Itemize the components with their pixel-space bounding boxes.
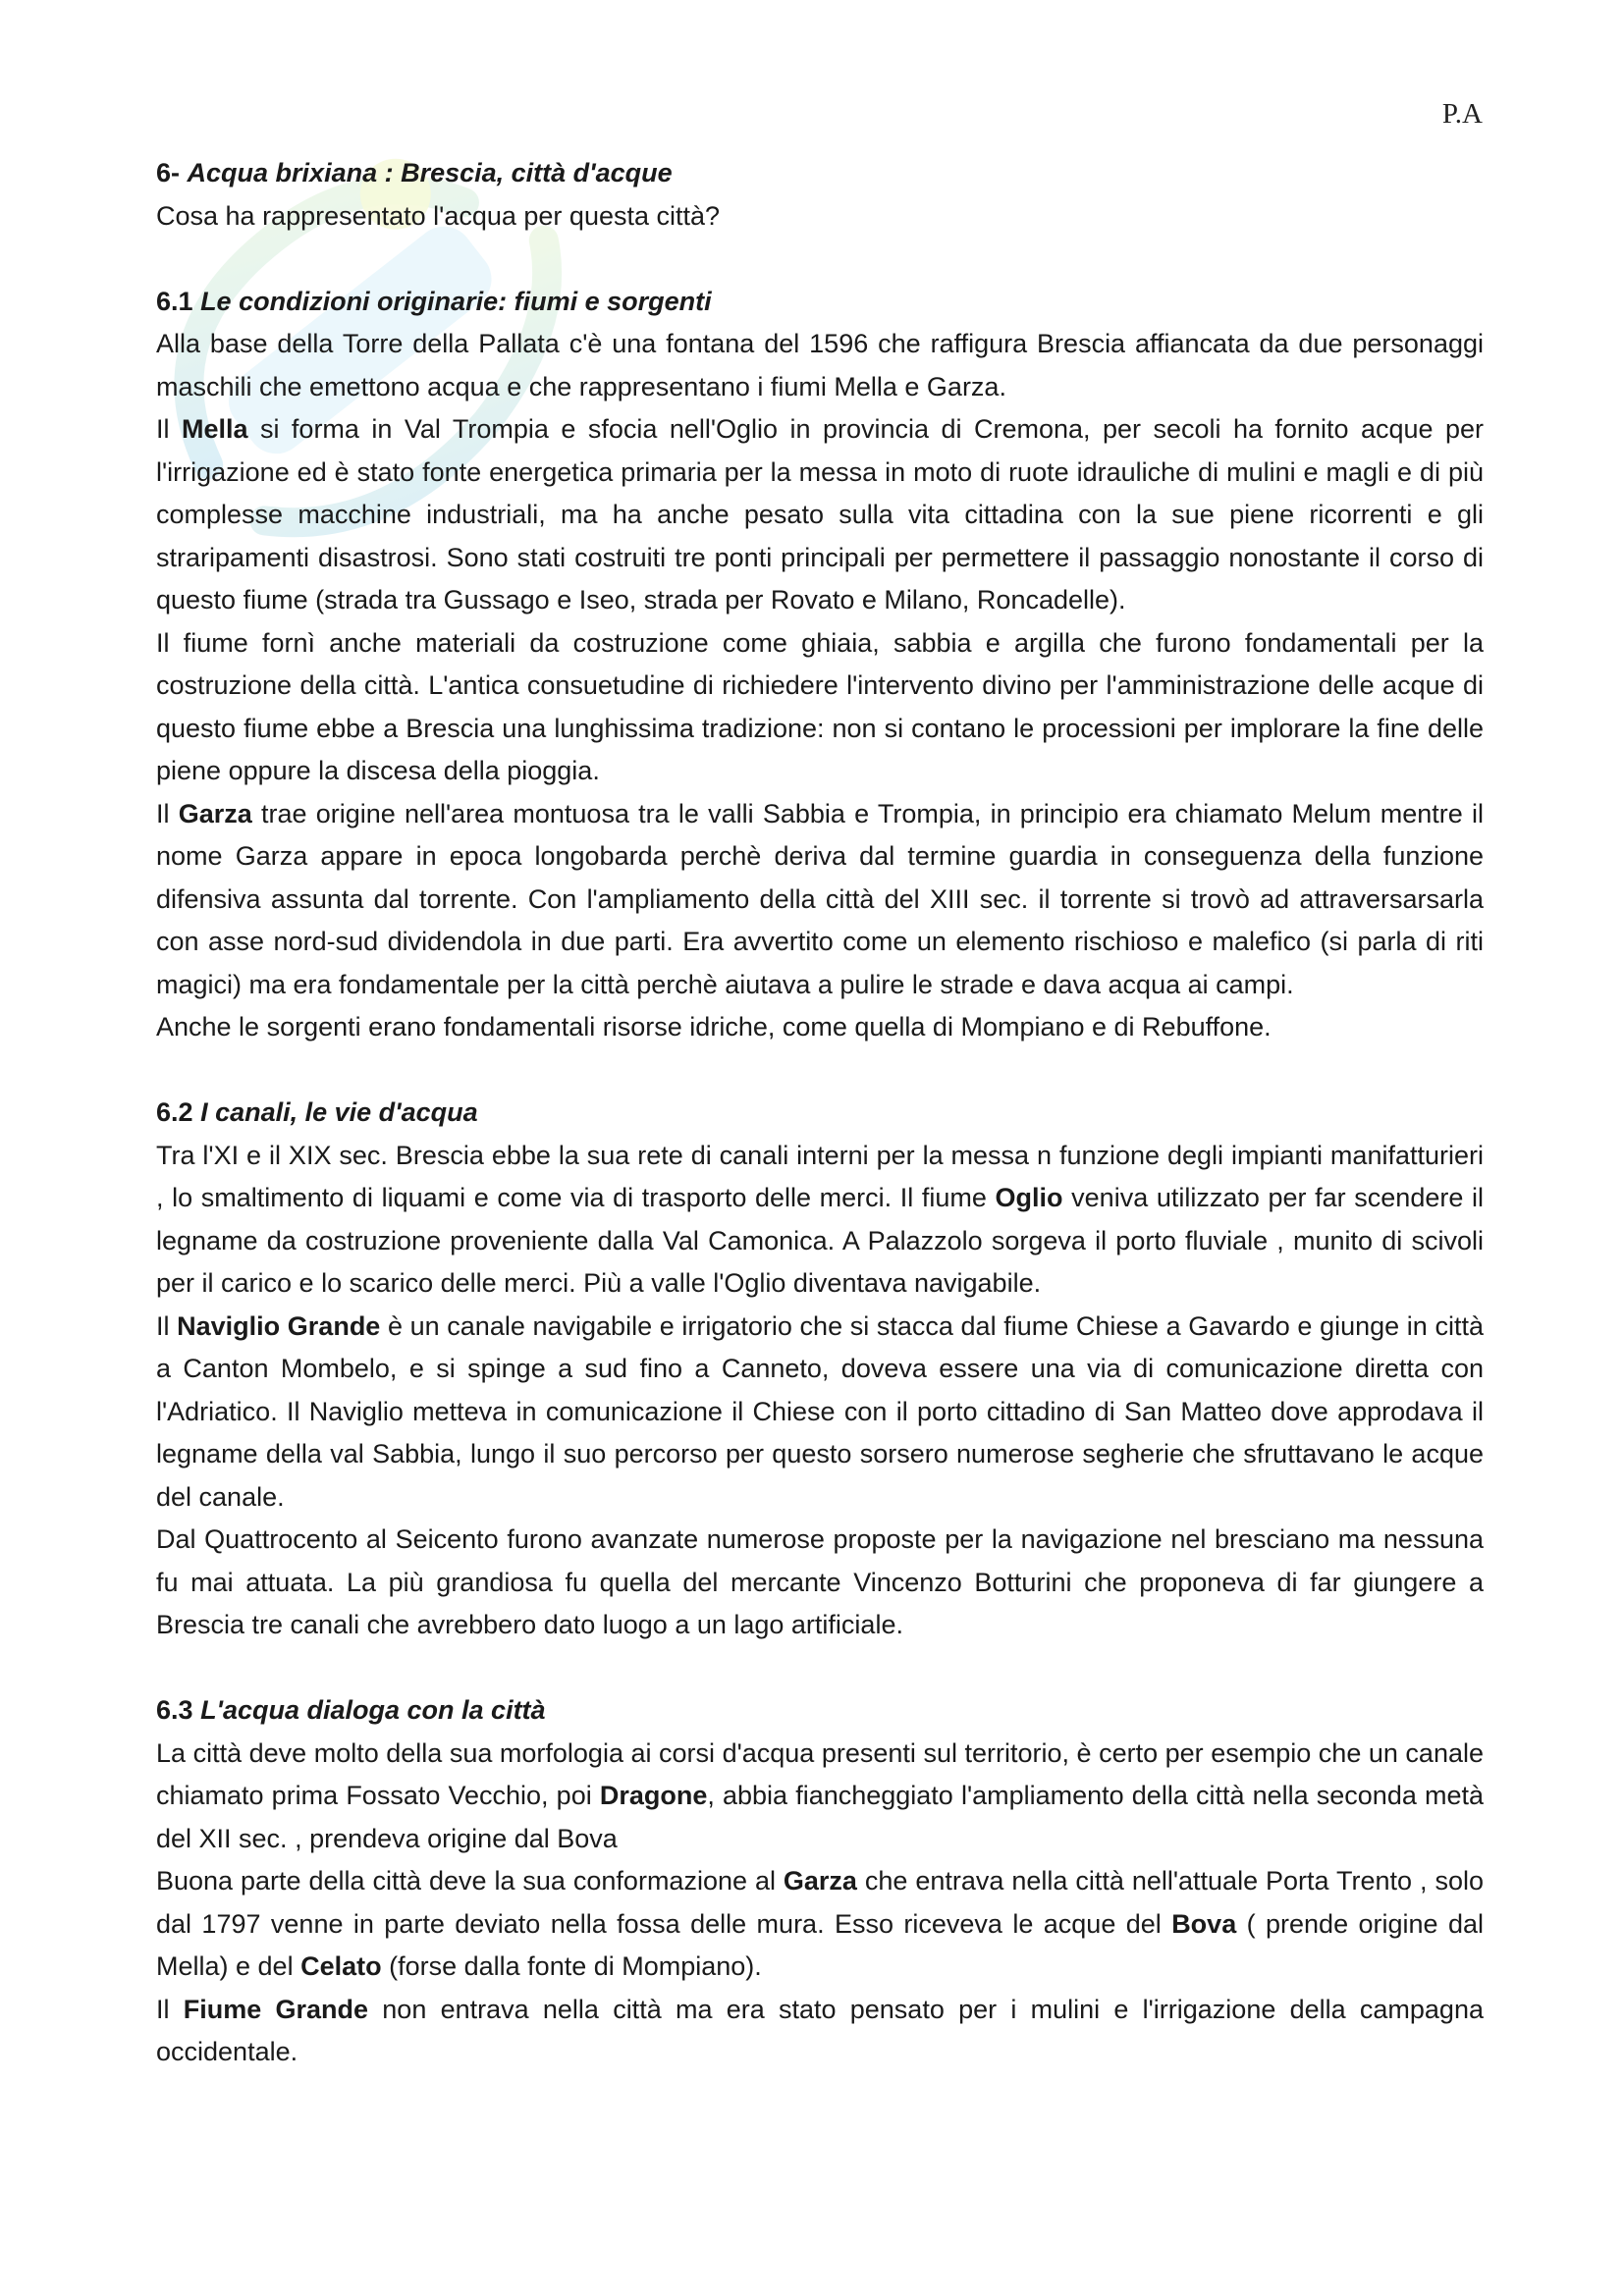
- paragraph: Il fiume fornì anche materiali da costruzione come ghiaia, sabbia e argilla che furono fondamentali per la costruzione della città. L'antica consuetudine di richiedere l'intervento divino per l'amministrazione delle acque di questo fiume ebbe a Brescia una lunghissima tradizione: non si contano le processioni per implorare la fine delle piene oppure la discesa della pioggia.: [156, 627, 1484, 785]
- bold-term: Naviglio Grande: [177, 1310, 381, 1341]
- spacer: [156, 1049, 1484, 1093]
- bold-term: Oglio: [995, 1183, 1063, 1212]
- text-run: Il: [156, 1994, 184, 2024]
- paragraph: Dal Quattrocento al Seicento furono avanzate numerose proposte per la navigazione nel bresciano ma nessuna fu mai attuata. La più grandiosa fu quella del mercante Vincenzo Botturini che proponeva di far giungere a Brescia tre canali che avrebbero dato luogo a un lago artificiale.: [156, 1524, 1484, 1639]
- paragraph: [156, 1135, 1484, 1306]
- paragraph: [156, 1989, 1484, 2074]
- section-6-title: Acqua brixiana : Brescia, città d'acque: [187, 158, 673, 187]
- paragraph: [156, 793, 1484, 1007]
- text-run: ( prende origine dal Mella) e del: [156, 1908, 1484, 1981]
- paragraph: [156, 1733, 1484, 1861]
- section-6-2-heading: [156, 1092, 1484, 1135]
- section-6-1-number: 6.1: [156, 286, 193, 316]
- text-run: Tra l'XI e il XIX sec. Brescia ebbe la sua rete di canali interni per la messa n funzione degli impianti manifatturieri , lo smaltimento di liquami e come via di trasporto delle merci. Il fiume: [156, 1140, 1484, 1212]
- text-run: si forma in Val Trompia e sfocia nell'Oglio in provincia di Cremona, per secoli ha fornito acque per l'irrigazione ed è stato fonte energetica primaria per la messa in moto di ruote idrauliche di mulini e magli e di più complesse macchine industriali, ma ha anche pesato sulla vita cittadina con la sue piene ricorrenti e gli straripamenti disastrosi. Sono stati costruiti tre ponti principali per permettere il passaggio nonostante il corso di questo fiume (strada tra Gussago e Iseo, strada per Rovato e Milano, Roncadelle).: [156, 414, 1484, 614]
- bold-term: Garza: [783, 1866, 857, 1896]
- bold-term: Mella: [181, 414, 248, 444]
- paragraph: [156, 408, 1484, 622]
- paragraph: [156, 1860, 1484, 1989]
- spacer: [156, 1647, 1484, 1690]
- text-run: Il: [156, 798, 179, 828]
- paragraph: [156, 1306, 1484, 1520]
- section-6-3-number: 6.3: [156, 1695, 193, 1725]
- section-6-heading: [156, 152, 1484, 195]
- text-run: La città deve molto della sua morfologia ai corsi d'acqua presenti sul territorio, è certo per esempio che un canale chiamato prima Fossato Vecchio, poi: [156, 1737, 1484, 1810]
- paragraph: Anche le sorgenti erano fondamentali risorse idriche, come quella di Mompiano e di Rebuffone.: [156, 1012, 1272, 1041]
- section-6-question: Cosa ha rappresentato l'acqua per questa città?: [156, 200, 721, 231]
- text-run: trae origine nell'area montuosa tra le valli Sabbia e Trompia, in principio era chiamato Melum mentre il nome Garza appare in epoca longobarda perchè deriva dal termine guardia in conseguenza della funzione difensiva assunta dal torrente. Con l'ampliamento della città del XIII sec. il torrente si trovò ad attraversarsarla con asse nord-sud dividendola in due parti. Era avvertito come un elemento rischioso e malefico (si parla di riti magici) ma era fondamentale per la città perchè aiutava a pulire le strade e dava acqua ai campi.: [156, 798, 1484, 999]
- section-6-number: 6-: [156, 158, 181, 187]
- bold-term: Fiume Grande: [183, 1994, 369, 2024]
- bold-term: Celato: [300, 1951, 382, 1981]
- section-6-2-number: 6.2: [156, 1097, 193, 1127]
- text-run: veniva utilizzato per far scendere il legname da costruzione proveniente dalla Val Camonica. A Palazzolo sorgeva il porto fluviale , munito di scivoli per il carico e lo scarico delle merci. Più a valle l'Oglio diventava navigabile.: [156, 1183, 1484, 1298]
- text-run: che entrava nella città nell'attuale Porta Trento , solo dal 1797 venne in parte deviato nella fossa delle mura. Esso riceveva le acque del: [156, 1866, 1484, 1939]
- paragraph: Alla base della Torre della Pallata c'è una fontana del 1596 che raffigura Brescia affiancata da due personaggi maschili che emettono acqua e che rappresentano i fiumi Mella e Garza.: [156, 329, 1484, 401]
- bold-term: Garza: [178, 798, 252, 828]
- section-6-2-title: I canali, le vie d'acqua: [200, 1097, 478, 1127]
- text-run: , abbia fiancheggiato l'ampliamento della città nella seconda metà del XII sec. , prendeva origine dal Bova: [156, 1781, 1485, 1853]
- text-run: (forse dalla fonte di Mompiano).: [381, 1951, 762, 1981]
- text-run: Il: [156, 414, 182, 444]
- bold-term: Dragone: [599, 1781, 708, 1810]
- text-run: Il: [156, 1310, 178, 1341]
- spacer: [156, 238, 1484, 281]
- section-6-1-heading: [156, 281, 1484, 324]
- document-body: [156, 152, 1484, 2074]
- bold-term: Bova: [1171, 1908, 1237, 1939]
- section-6-1-title: Le condizioni originarie: fiumi e sorgenti: [200, 286, 712, 316]
- text-run: è un canale navigabile e irrigatorio che si stacca dal fiume Chiese a Gavardo e giunge in città a Canton Mombelo, e si spinge a sud fino a Canneto, doveva essere una via di comunicazione diretta con l'Adriatico. Il Naviglio metteva in comunicazione il Chiese con il porto cittadino di San Matteo dove approdava il legname della val Sabbia, lungo il suo percorso per questo sorsero numerose segherie che sfruttavano le acque del canale.: [156, 1310, 1484, 1512]
- section-6-3-heading: [156, 1689, 1484, 1733]
- text-run: non entrava nella città ma era stato pensato per i mulini e l'irrigazione della campagna occidentale.: [156, 1994, 1484, 2066]
- section-6-3-title: L'acqua dialoga con la città: [200, 1695, 546, 1725]
- page-label: P.A: [1441, 98, 1483, 130]
- text-run: Buona parte della città deve la sua conformazione al: [156, 1866, 784, 1896]
